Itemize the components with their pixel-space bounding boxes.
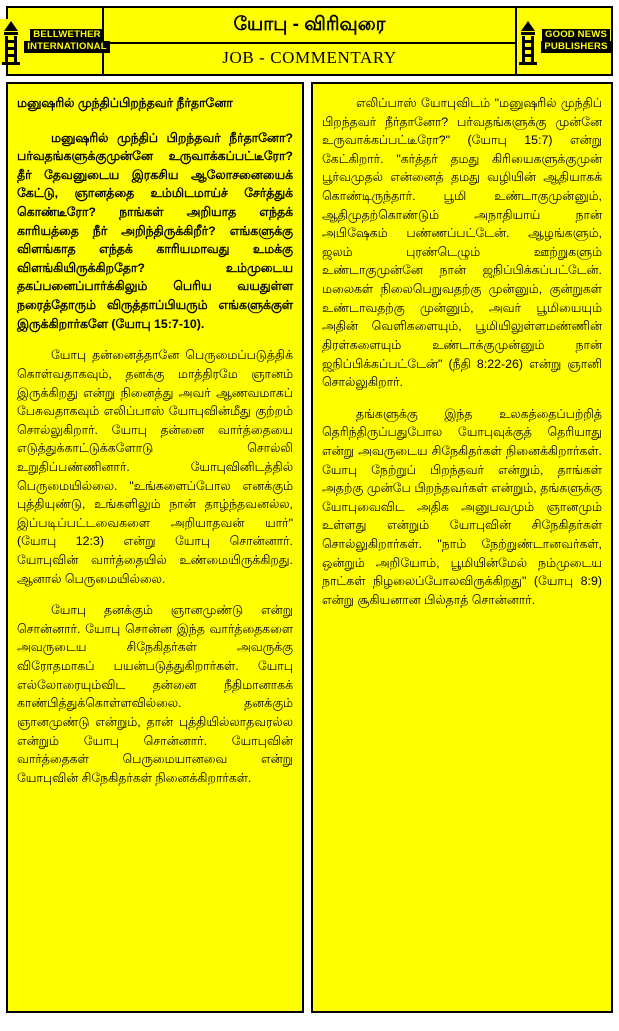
left-column: [6, 82, 304, 1013]
page-title-block: [104, 8, 515, 74]
bellwether-logo-line2: INTERNATIONAL: [24, 41, 109, 53]
right-column-paragraph-1: எலிப்பாஸ் யோபுவிடம் "மனுஷரில் முந்திப் பிறந்தவர் நீர்தானோ? பர்வதங்களுக்கு முன்னே உருவாக்கப்பட்டீரோ?" (யோபு 15:7) என்று கேட்கிறார். "கர்த்தர் தமது கிரியைகளுக்குமுன் பூர்வமுதல் என்னைத் தமது வழியின் ஆதியாகக் கொண்டிருந்தார். பூமி உண்டாகுமுன்னும், ஆதிமுதற்கொண்டும் அநாதியாய் நான் அபிஷேகம் பண்ணப்பட்டேன். ஆழங்களும், ஜலம் புரண்டெழும் ஊற்றுகளும் உண்டாகுமுன்னே நான் ஜநிப்பிக்கப்பட்டேன். மலைகள் நிலைபெறுவதற்கு முன்னும், குன்றுகள் உண்டாவதற்கு முன்னும், அவர் பூமியையும் அதின் வெளிகளையும், பூமியிலுள்ளமண்ணின் திரள்களையும் உண்டாக்குமுன்னும் நான் ஜநிப்பிக்கப்பட்டேன்" (நீதி 8:22-26) என்று ஞானி சொல்லுகிறார்.: [322, 96, 602, 390]
good-news-logo-line1: GOOD NEWS: [542, 29, 610, 41]
left-column-heading: மனுஷரில் முந்திப்பிறந்தவர் நீர்தானோ: [17, 96, 233, 110]
church-tower-icon: [517, 19, 539, 63]
right-column: [311, 82, 613, 1013]
bellwether-international-logo: [8, 8, 107, 74]
left-column-paragraph-2: யோபு தன்னைத்தானே பெருமைப்படுத்திக் கொள்வதாகவும், தனக்கு மாத்திரமே ஞானம் இருக்கிறது என்று நினைத்து அவர் ஆணவமாகப் பேசுவதாகவும் எலிப்பாஸ் யோபுவின்மீது குற்றம் சொல்லுகிறார். யோபு தன்னை வார்த்தையை எடுத்துக்காட்டுக்களோடு சொல்லி உறுதிப்பண்ணினார். யோபுவினிடத்தில் பெருமையில்லை. "உங்களைப்போல எனக்கும் புத்தியுண்டு, உங்களிலும் நான் தாழ்ந்தவனல்ல, இப்படிப்பட்டவைகளை அறியாதவன் யார்" (யோபு 12:3) என்று யோபு சொன்னார். யோபுவின் வார்த்தையில் உண்மையிருக்கிறது. ஆனால் பெருமையில்லை.: [17, 348, 293, 586]
good-news-logo-line2: PUBLISHERS: [541, 41, 610, 53]
bellwether-logo-line1: BELLWETHER: [30, 29, 103, 41]
left-column-paragraph-1: மனுஷரில் முந்திப் பிறந்தவர் நீர்தானோ? பர்வதங்களுக்குமுன்னே உருவாக்கப்பட்டீரோ? தீர் தேவனுடைய இரகசிய ஆலோசனையைக் கேட்டு, ஞானத்தை உம்மிடமாய்ச் சேர்த்துக் கொண்டீரோ? நாங்கள் அறியாத எந்தக் காரியத்தை நீர் அறிந்திருக்கிறீர்? எங்களுக்கு விளங்காத எந்தக் காரியமாவது உமக்கு விளங்கியிருக்கிறதோ? உம்முடைய தகப்பனைப்பார்க்கிலும் பெரிய வயதுள்ள நரைத்தோரும் விருத்தாப்பியரும் எங்களுக்குள் இருக்கிறார்களே (யோபு 15:7-10).: [17, 130, 293, 331]
good-news-publishers-logo: [515, 8, 611, 74]
article-columns: [6, 82, 613, 1013]
title-divider: [104, 42, 515, 44]
page-title-english: JOB - COMMENTARY: [222, 47, 397, 67]
right-column-paragraph-2: தங்களுக்கு இந்த உலகத்தைப்பற்றித் தெரிந்திருப்பதுபோல யோபுவுக்குத் தெரியாது என்று அவருடைய சிநேகிதர்கள் நினைக்கிறார்கள். யோபு நேற்றுப் பிறந்தவர் என்றும், தாங்கள் அதற்கு முன்பே பிறந்தவர்கள் என்றும், தங்களுக்கு யோபுவைவிட அதிக அனுபவமும் ஞானமும் உள்ளது என்றும் யோபுவின் சிநேகிதர்கள் சொல்லுகிறார்கள். "நாம் நேற்றுண்டானவர்கள், ஒன்றும் அறியோம், பூமியின்மேல் நம்முடைய நாட்கள் நிழலைப்போலவிருக்கிறது" (யோபு 8:9) என்று சூகியனான பில்தாத் சொன்னார்.: [322, 406, 602, 607]
page-title-tamil: யோபு - விரிவுரை: [233, 14, 386, 36]
page-header: [6, 6, 613, 76]
left-column-paragraph-3: யோபு தனக்கும் ஞானமுண்டு என்று சொன்னார். யோபு சொன்ன இந்த வார்த்தைகளை அவருடைய சிநேகிதர்கள் அவருக்கு விரோதமாகப் பயன்படுத்துகிறார்கள். யோபு எல்லோரையும்விட தன்னை நீதிமானாகக் காண்பித்துக்கொள்ளவில்லை. தனக்கும் ஞானமுண்டு என்றும், தான் புத்தியில்லாதவரல்ல என்றும் யோபு சொன்னார். யோபுவின் வார்த்தைகள் பெருமையானவை என்று யோபுவின் சிநேகிதர்கள் நினைக்கிறார்கள்.: [17, 603, 293, 785]
bell-tower-icon: [0, 19, 22, 63]
